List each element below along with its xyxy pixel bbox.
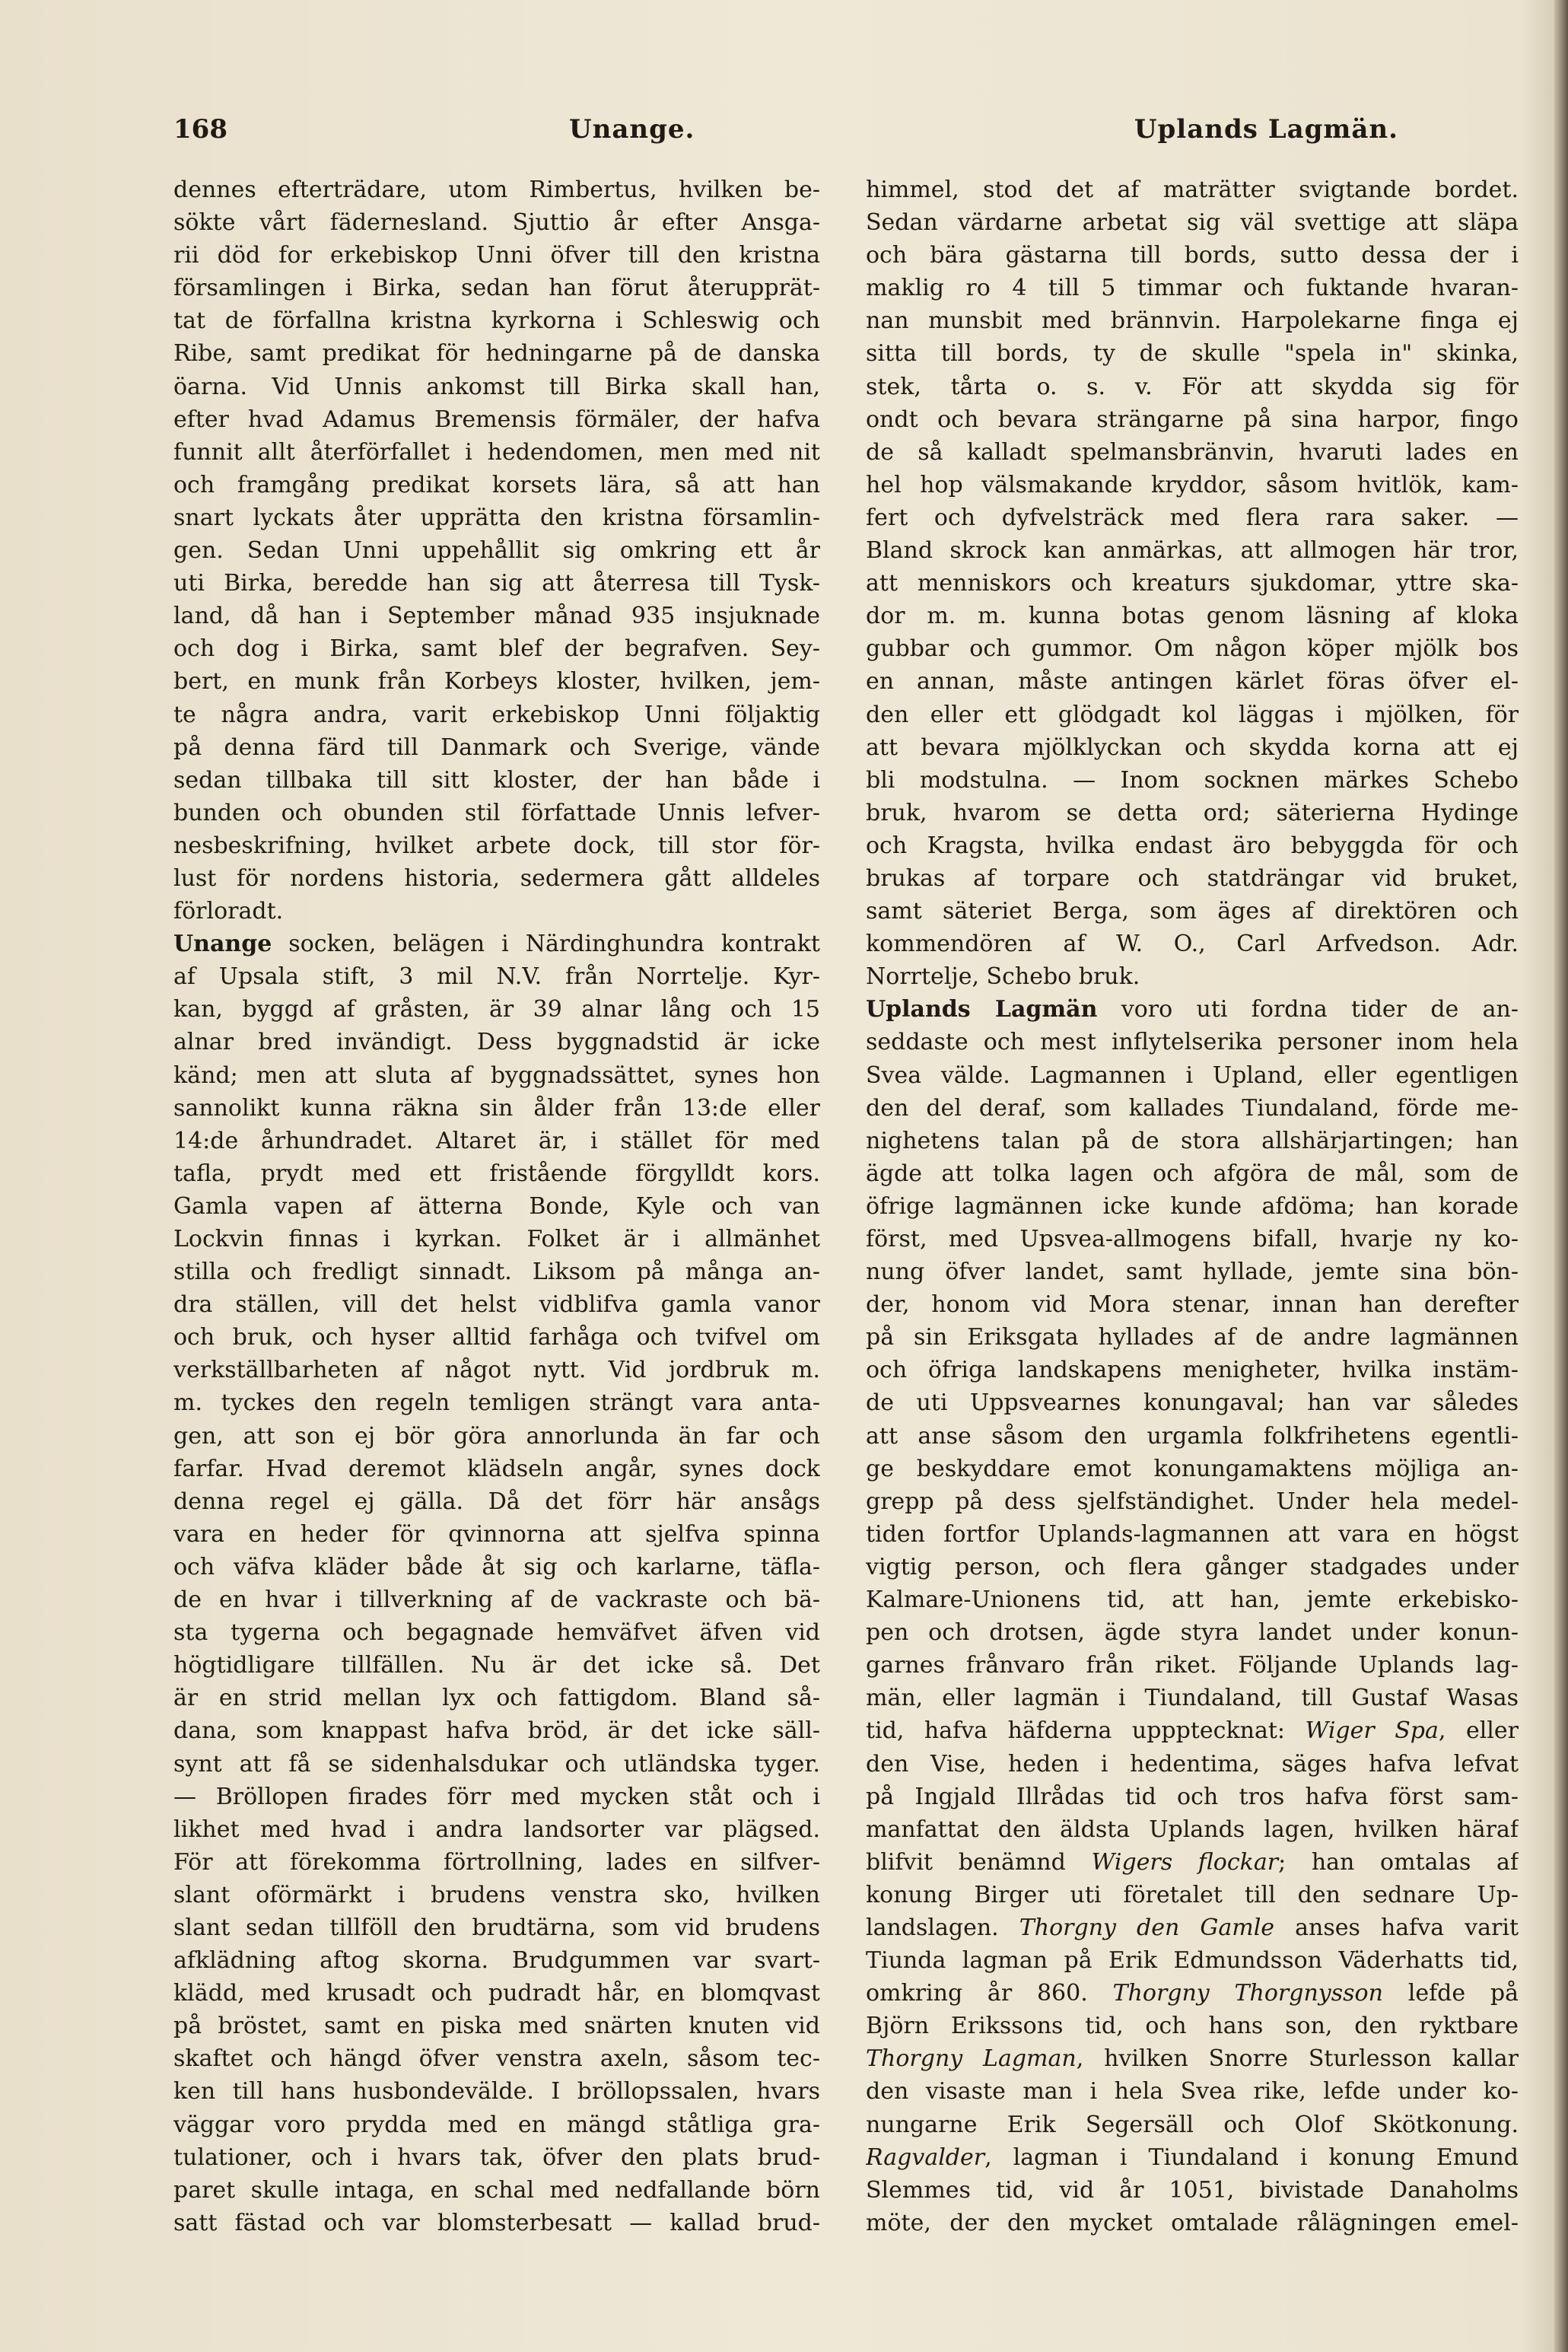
line-text: der, honom vid Mora stenar, innan han derefter: [866, 1291, 1519, 1319]
line-text: dor m. m. kunna botas genom läsning af kloka: [866, 603, 1519, 630]
text-line: [173, 1649, 820, 1682]
text-line: [173, 1092, 820, 1125]
line-text: tiden fortfor Uplands-lagmannen att vara en högst: [866, 1520, 1519, 1548]
line-text: stek, tårta o. s. v. För att skydda sig för: [866, 373, 1519, 400]
line-text: på Ingjald Illrådas tid och tros hafva först sam-: [866, 1783, 1519, 1810]
text-line: [866, 2141, 1519, 2174]
text-line: [866, 1354, 1519, 1386]
text-line: [866, 1813, 1519, 1846]
line-text: och framgång predikat korsets lära, så att han: [173, 471, 820, 498]
line-text: sökte vårt fädernesland. Sjuttio år efter Ansga-: [173, 209, 820, 237]
text-line: [866, 829, 1519, 862]
line-text: Bland skrock kan anmärkas, att allmogen här tror,: [866, 537, 1519, 565]
text-line: [173, 1190, 820, 1223]
line-text: tafla, prydt med ett fristående förgylldt kors.: [173, 1160, 820, 1187]
line-text: dana, som knappast hafva bröd, är det icke säll-: [173, 1717, 820, 1745]
text-line: [173, 1813, 820, 1846]
text-line: [173, 928, 820, 960]
text-line: [173, 567, 820, 600]
line-text: på sin Eriksgata hyllades af de andre lagmännen: [866, 1324, 1519, 1351]
text-line: [866, 1190, 1519, 1223]
line-text: dra ställen, vill det helst vidblifva gamla vanor: [173, 1291, 820, 1319]
line-text: kan, byggd af gråsten, är 39 alnar lång och 15: [173, 996, 820, 1023]
text-line: [866, 1682, 1519, 1714]
text-line: [866, 501, 1519, 534]
line-text: lefde på: [1382, 1980, 1519, 2007]
text-line: [866, 1321, 1519, 1354]
italic-name: Thorgny Lagman: [866, 2045, 1077, 2073]
line-text: känd; men att sluta af byggnadssättet, synes hon: [173, 1061, 820, 1089]
line-text: Slemmes tid, vid år 1051, bivistade Danaholms: [866, 2176, 1519, 2204]
text-line: [173, 1125, 820, 1157]
text-line: [173, 173, 820, 206]
line-text: öfrige lagmännen icke kunde afdöma; han korade: [866, 1192, 1519, 1220]
text-line: [866, 534, 1519, 567]
text-line: [173, 764, 820, 797]
text-line: [866, 731, 1519, 764]
text-line: [866, 337, 1519, 370]
line-text: land, då han i September månad 935 insjuknade: [173, 603, 820, 630]
text-line: [866, 1911, 1519, 1944]
line-text: Gamla vapen af ätterna Bonde, Kyle och van: [173, 1192, 820, 1220]
text-line: [173, 1583, 820, 1616]
line-text: alnar bred invändigt. Dess byggnadstid är icke: [173, 1029, 820, 1056]
text-line: [173, 1714, 820, 1747]
line-text: klädd, med krusadt och pudradt hår, en blomqvast: [173, 1980, 820, 2007]
text-line: [173, 2141, 820, 2174]
line-text: är en strid mellan lyx och fattigdom. Bland så-: [173, 1685, 820, 1712]
text-line: [173, 2075, 820, 2108]
text-line: [866, 1649, 1519, 1682]
right-running-title: Uplands Lagmän.: [1134, 114, 1398, 145]
text-line: [173, 1420, 820, 1453]
line-text: och bära gästarna till bords, sutto dessa der i: [866, 242, 1519, 269]
line-text: af Upsala stift, 3 mil N.V. från Norrtelje. Kyr-: [173, 963, 820, 991]
line-text: paret skulle intaga, en schal med nedfallande börn: [173, 2176, 820, 2204]
line-text: slant oförmärkt i brudens venstra sko, hvilken: [173, 1881, 820, 1908]
line-text: och väfva kläder både åt sig och karlarne, täfla-: [173, 1553, 820, 1580]
line-text: och bruk, och hyser alltid farhåga och tvifvel om: [173, 1324, 820, 1351]
text-line: [173, 960, 820, 993]
running-head: [173, 114, 1398, 151]
text-line: [866, 403, 1519, 436]
text-line: [866, 764, 1519, 797]
line-text: förloradt.: [173, 898, 284, 925]
line-text: väggar voro prydda med en mängd ståtliga gra-: [173, 2111, 820, 2138]
text-line: [173, 1748, 820, 1781]
line-text: att bevara mjölklyckan och skydda korna att ej: [866, 734, 1519, 761]
text-line: [173, 1781, 820, 1813]
line-text: nesbeskrifning, hvilket arbete dock, till stor för-: [173, 832, 820, 859]
text-line: [173, 272, 820, 304]
text-line: [173, 469, 820, 501]
text-line: [866, 1944, 1519, 1977]
text-line: [866, 1092, 1519, 1125]
text-line: [866, 1714, 1519, 1747]
line-text: stilla och fredligt sinnadt. Liksom på många an-: [173, 1259, 820, 1286]
text-line: [173, 2109, 820, 2141]
text-line: [173, 1551, 820, 1583]
line-text: Sedan värdarne arbetat sig väl svettige att släpa: [866, 209, 1519, 237]
line-text: För att förekomma förtrollning, lades en silfver-: [173, 1848, 820, 1876]
line-text: och dog i Birka, samt blef der begrafven. Sey-: [173, 635, 820, 663]
text-line: [173, 2207, 820, 2239]
text-line: [866, 1288, 1519, 1321]
line-text: himmel, stod det af maträtter svigtande bordet.: [866, 177, 1519, 203]
line-text: nungarne Erik Segersäll och Olof Skötkonung.: [866, 2111, 1519, 2138]
text-line: [866, 2075, 1519, 2108]
line-text: de en hvar i tillverkning af de vackraste och bä-: [173, 1587, 820, 1614]
text-line: [866, 1551, 1519, 1583]
text-line: [866, 928, 1519, 960]
line-text: 14:de århundradet. Altaret är, i stället för med: [173, 1127, 820, 1154]
line-text: på bröstet, samt en piska med snärten knuten vid: [173, 2013, 820, 2040]
line-text: ondt och bevara strängarne på sina harpor, fingo: [866, 406, 1519, 433]
text-line: [866, 1420, 1519, 1453]
text-line: [866, 1781, 1519, 1813]
text-line: [866, 567, 1519, 600]
text-line: [866, 1518, 1519, 1551]
line-text: tat de förfallna kristna kyrkorna i Schleswig och: [173, 307, 820, 335]
text-line: [866, 1879, 1519, 1911]
line-text: män, eller lagmän i Tiundaland, till Gustaf Wasas: [866, 1685, 1519, 1712]
text-line: [866, 862, 1519, 895]
line-text: fert och dyfvelsträck med flera rara saker. —: [866, 504, 1519, 531]
line-text: nan munsbit med brännvin. Harpolekarne finga ej: [866, 307, 1519, 335]
line-text: Tiunda lagman på Erik Edmundsson Väderhatts tid,: [866, 1947, 1519, 1975]
text-line: [866, 1485, 1519, 1518]
line-text: den Vise, heden i hedentima, säges hafva lefvat: [866, 1750, 1519, 1778]
line-text: slant sedan tillföll den brudtärna, som vid brudens: [173, 1914, 820, 1941]
line-text: den visaste man i hela Svea rike, lefde under ko-: [866, 2078, 1519, 2105]
line-text: pen och drotsen, ägde styra landet under konun-: [866, 1619, 1519, 1647]
line-text: konung Birger uti företalet till den sednare Up-: [866, 1881, 1519, 1908]
text-line: [866, 2010, 1519, 2042]
line-text: maklig ro 4 till 5 timmar och fuktande hvaran-: [866, 275, 1519, 302]
text-line: [866, 2042, 1519, 2075]
text-line: [866, 304, 1519, 337]
line-text: omkring år 860.: [866, 1980, 1113, 2007]
line-text: grepp på dess sjelfständighet. Under hela medel-: [866, 1488, 1519, 1515]
line-text: och Kragsta, hvilka endast äro bebyggda för och: [866, 832, 1519, 859]
text-line: [866, 436, 1519, 469]
entry-heading: Unange: [173, 931, 272, 958]
text-line: [866, 272, 1519, 304]
line-text: vigtig person, och flera gånger stadgades under: [866, 1553, 1519, 1580]
italic-name: Ragvalder: [866, 2144, 985, 2171]
text-line: [866, 600, 1519, 632]
text-line: [173, 1223, 820, 1256]
text-line: [173, 993, 820, 1026]
line-text: , lagman i Tiundaland i konung Emund: [984, 2144, 1519, 2171]
line-text: Norrtelje, Schebo bruk.: [866, 963, 1140, 991]
line-text: Svea välde. Lagmannen i Upland, eller egentligen: [866, 1061, 1519, 1089]
text-line: [866, 699, 1519, 731]
text-line: [173, 1453, 820, 1485]
text-line: [866, 1059, 1519, 1092]
text-line: [866, 1125, 1519, 1157]
text-line: [173, 501, 820, 534]
text-line: [173, 371, 820, 403]
line-text: uti Birka, beredde han sig att återresa till Tysk-: [173, 570, 820, 597]
line-text: seddaste och mest inflytelserika personer inom hela: [866, 1029, 1519, 1056]
text-line: [173, 1485, 820, 1518]
right-text-column: [866, 173, 1519, 2239]
text-line: [173, 1616, 820, 1649]
line-text: rii död for erkebiskop Unni öfver till den kristna: [173, 242, 820, 269]
text-line: [866, 665, 1519, 698]
text-line: [173, 1059, 820, 1092]
text-line: [866, 960, 1519, 993]
text-line: [173, 2010, 820, 2042]
line-text: — Bröllopen firades förr med mycken ståt och i: [173, 1783, 820, 1810]
text-line: [173, 600, 820, 632]
text-line: [173, 1977, 820, 2010]
line-text: afklädning aftog skorna. Brudgummen var svart-: [173, 1947, 820, 1975]
line-text: Kalmare-Unionens tid, att han, jemte erkebisko-: [866, 1587, 1519, 1614]
text-line: [866, 1386, 1519, 1419]
text-line: [866, 1977, 1519, 2010]
line-text: öarna. Vid Unnis ankomst till Birka skall han,: [173, 373, 820, 400]
italic-name: Thorgny Thorgnysson: [1112, 1980, 1383, 2007]
line-text: gubbar och gummor. Om någon köper mjölk bos: [866, 635, 1519, 663]
line-text: funnit allt återförfallet i hedendomen, men med nit: [173, 438, 820, 466]
text-line: [866, 2207, 1519, 2239]
line-text: Ribe, samt predikat för hedningarne på de danska: [173, 340, 820, 368]
text-line: [173, 1879, 820, 1911]
text-line: [866, 1223, 1519, 1256]
line-text: den eller ett glödgadt kol läggas i mjölken, för: [866, 701, 1519, 728]
line-text: anses hafva varit: [1274, 1914, 1519, 1941]
text-line: [866, 895, 1519, 928]
line-text: sitta till bords, ty de skulle "spela in" skinka,: [866, 340, 1519, 368]
text-line: [173, 632, 820, 665]
text-line: [173, 829, 820, 862]
text-line: [866, 1453, 1519, 1485]
page-number: 168: [173, 114, 227, 145]
text-line: [173, 1256, 820, 1288]
entry-heading: Uplands Lagmän: [866, 996, 1098, 1023]
line-text: nighetens talan på de stora allshärjartingen; han: [866, 1127, 1519, 1154]
text-line: [173, 2042, 820, 2075]
text-line: [173, 731, 820, 764]
text-line: [173, 862, 820, 895]
line-text: samt säteriet Berga, som äges af direktören och: [866, 898, 1519, 925]
line-text: manfattat den äldsta Uplands lagen, hvilken häraf: [866, 1816, 1519, 1843]
text-line: [866, 1583, 1519, 1616]
line-text: tulationer, och i hvars tak, öfver den plats brud-: [173, 2144, 820, 2171]
line-text: , eller: [1438, 1717, 1519, 1745]
text-line: [866, 2174, 1519, 2207]
line-text: att anse såsom den urgamla folkfrihetens egentli-: [866, 1422, 1519, 1450]
left-running-title: Unange.: [569, 114, 695, 145]
line-text: landslagen.: [866, 1914, 1019, 1941]
text-line: [173, 534, 820, 567]
line-text: likhet med hvad i andra landsorter var plägsed.: [173, 1816, 820, 1843]
text-line: [866, 1616, 1519, 1649]
line-text: lust för nordens historia, sedermera gått alldeles: [173, 864, 820, 892]
line-text: den del deraf, som kallades Tiundaland, förde me-: [866, 1094, 1519, 1122]
text-line: [173, 1386, 820, 1419]
line-text: dennes efterträdare, utom Rimbertus, hvilken be-: [173, 177, 820, 203]
line-text: först, med Upsvea-allmogens bifall, hvarje ny ko-: [866, 1226, 1519, 1252]
line-text: sedan tillbaka till sitt kloster, der han både i: [173, 766, 820, 794]
text-line: [173, 1846, 820, 1879]
text-line: [173, 1944, 820, 1977]
line-text: bruk, hvarom se detta ord; säterierna Hydinge: [866, 799, 1519, 826]
line-text: att menniskors och kreaturs sjukdomar, yttre ska-: [866, 570, 1519, 597]
line-text: voro uti fordna tider de an-: [1097, 996, 1519, 1023]
italic-name: Thorgny den Gamle: [1019, 1914, 1275, 1941]
text-line: [866, 173, 1519, 206]
text-line: [866, 2109, 1519, 2141]
text-line: [173, 1321, 820, 1354]
text-line: [173, 1682, 820, 1714]
text-line: [173, 1288, 820, 1321]
line-text: verkställbarheten af något nytt. Vid jordbruk m.: [173, 1357, 820, 1384]
text-line: [173, 337, 820, 370]
line-text: tid, hafva häfderna uppptecknat:: [866, 1717, 1306, 1745]
text-line: [173, 1157, 820, 1190]
text-line: [173, 1026, 820, 1058]
text-line: [866, 1026, 1519, 1058]
text-line: [173, 436, 820, 469]
text-line: [866, 469, 1519, 501]
line-text: sta tygerna och begagnade hemväfvet äfven vid: [173, 1619, 820, 1647]
line-text: ; han omtalas af: [1278, 1848, 1519, 1876]
line-text: hel hop välsmakande kryddor, såsom hvitlök, kam-: [866, 471, 1519, 498]
line-text: gen, att son ej bör göra annorlunda än far och: [173, 1422, 820, 1450]
line-text: nung öfver landet, samt hyllade, jemte sina bön-: [866, 1259, 1519, 1286]
text-line: [173, 1354, 820, 1386]
text-line: [866, 206, 1519, 239]
line-text: gen. Sedan Unni uppehållit sig omkring ett år: [173, 537, 820, 565]
line-text: de så kalladt spelmansbränvin, hvaruti lades en: [866, 438, 1519, 466]
line-text: möte, der den mycket omtalade rålägningen emel-: [866, 2209, 1519, 2236]
text-line: [866, 797, 1519, 829]
text-line: [866, 1256, 1519, 1288]
text-line: [866, 993, 1519, 1026]
line-text: församlingen i Birka, sedan han förut återupprät-: [173, 275, 820, 302]
italic-name: Wiger Spa: [1305, 1717, 1439, 1745]
text-line: [866, 239, 1519, 272]
line-text: bli modstulna. — Inom socknen märkes Schebo: [866, 766, 1519, 794]
line-text: blifvit benämnd: [866, 1848, 1092, 1876]
line-text: en annan, måste antingen kärlet föras öfver el-: [866, 668, 1519, 695]
text-line: [173, 304, 820, 337]
line-text: högtidligare tillfällen. Nu är det icke så. Det: [173, 1652, 820, 1679]
text-line: [173, 699, 820, 731]
text-line: [866, 371, 1519, 403]
line-text: vara en heder för qvinnorna att sjelfva spinna: [173, 1520, 820, 1548]
line-text: te några andra, varit erkebiskop Unni följaktig: [173, 701, 820, 728]
text-line: [173, 1911, 820, 1944]
line-text: synt att få se sidenhalsdukar och utländska tyger.: [173, 1750, 820, 1778]
line-text: farfar. Hvad deremot klädseln angår, synes dock: [173, 1455, 820, 1482]
line-text: garnes frånvaro från riket. Följande Uplands lag-: [866, 1652, 1519, 1679]
line-text: de uti Uppsvearnes konungaval; han var således: [866, 1389, 1519, 1417]
line-text: kommendören af W. O., Carl Arfvedson. Adr.: [866, 931, 1519, 958]
line-text: satt fästad och var blomsterbesatt — kallad brud-: [173, 2209, 820, 2236]
line-text: på denna färd till Danmark och Sverige, vände: [173, 734, 820, 761]
line-text: bert, en munk från Korbeys kloster, hvilken, jem-: [173, 668, 820, 695]
line-text: m. tyckes den regeln temligen strängt vara anta-: [173, 1389, 820, 1417]
line-text: brukas af torpare och statdrängar vid bruket,: [866, 864, 1519, 892]
text-line: [173, 1518, 820, 1551]
text-line: [173, 239, 820, 272]
line-text: ken till hans husbondevälde. I bröllopssalen, hvars: [173, 2078, 820, 2105]
line-text: sannolikt kunna räkna sin ålder från 13:de eller: [173, 1094, 820, 1122]
left-text-column: [173, 173, 820, 2239]
text-line: [173, 403, 820, 436]
text-line: [866, 1157, 1519, 1190]
text-line: [866, 632, 1519, 665]
line-text: denna regel ej gälla. Då det förr här ansågs: [173, 1488, 820, 1515]
text-line: [173, 2174, 820, 2207]
line-text: snart lyckats åter upprätta den kristna församlin-: [173, 504, 820, 531]
line-text: bunden och obunden stil författade Unnis lefver-: [173, 799, 820, 826]
line-text: och öfriga landskapens menigheter, hvilka instäm-: [866, 1357, 1519, 1384]
text-line: [173, 797, 820, 829]
text-line: [173, 206, 820, 239]
text-line: [173, 895, 820, 928]
line-text: efter hvad Adamus Bremensis förmäler, der hafva: [173, 406, 820, 433]
line-text: skaftet och hängd öfver venstra axeln, såsom tec-: [173, 2045, 820, 2073]
line-text: Lockvin finnas i kyrkan. Folket är i allmänhet: [173, 1226, 820, 1252]
text-line: [866, 1846, 1519, 1879]
line-text: ge beskyddare emot konungamaktens möjliga an-: [866, 1455, 1519, 1482]
line-text: Björn Erikssons tid, och hans son, den ryktbare: [866, 2013, 1519, 2040]
italic-name: Wigers flockar: [1091, 1848, 1279, 1876]
line-text: , hvilken Snorre Sturlesson kallar: [1076, 2045, 1519, 2073]
page-edge: [1554, 0, 1568, 2352]
text-line: [173, 665, 820, 698]
line-text: socken, belägen i Närdinghundra kontrakt: [272, 931, 820, 958]
line-text: ägde att tolka lagen och afgöra de mål, som de: [866, 1160, 1519, 1187]
text-line: [866, 1748, 1519, 1781]
